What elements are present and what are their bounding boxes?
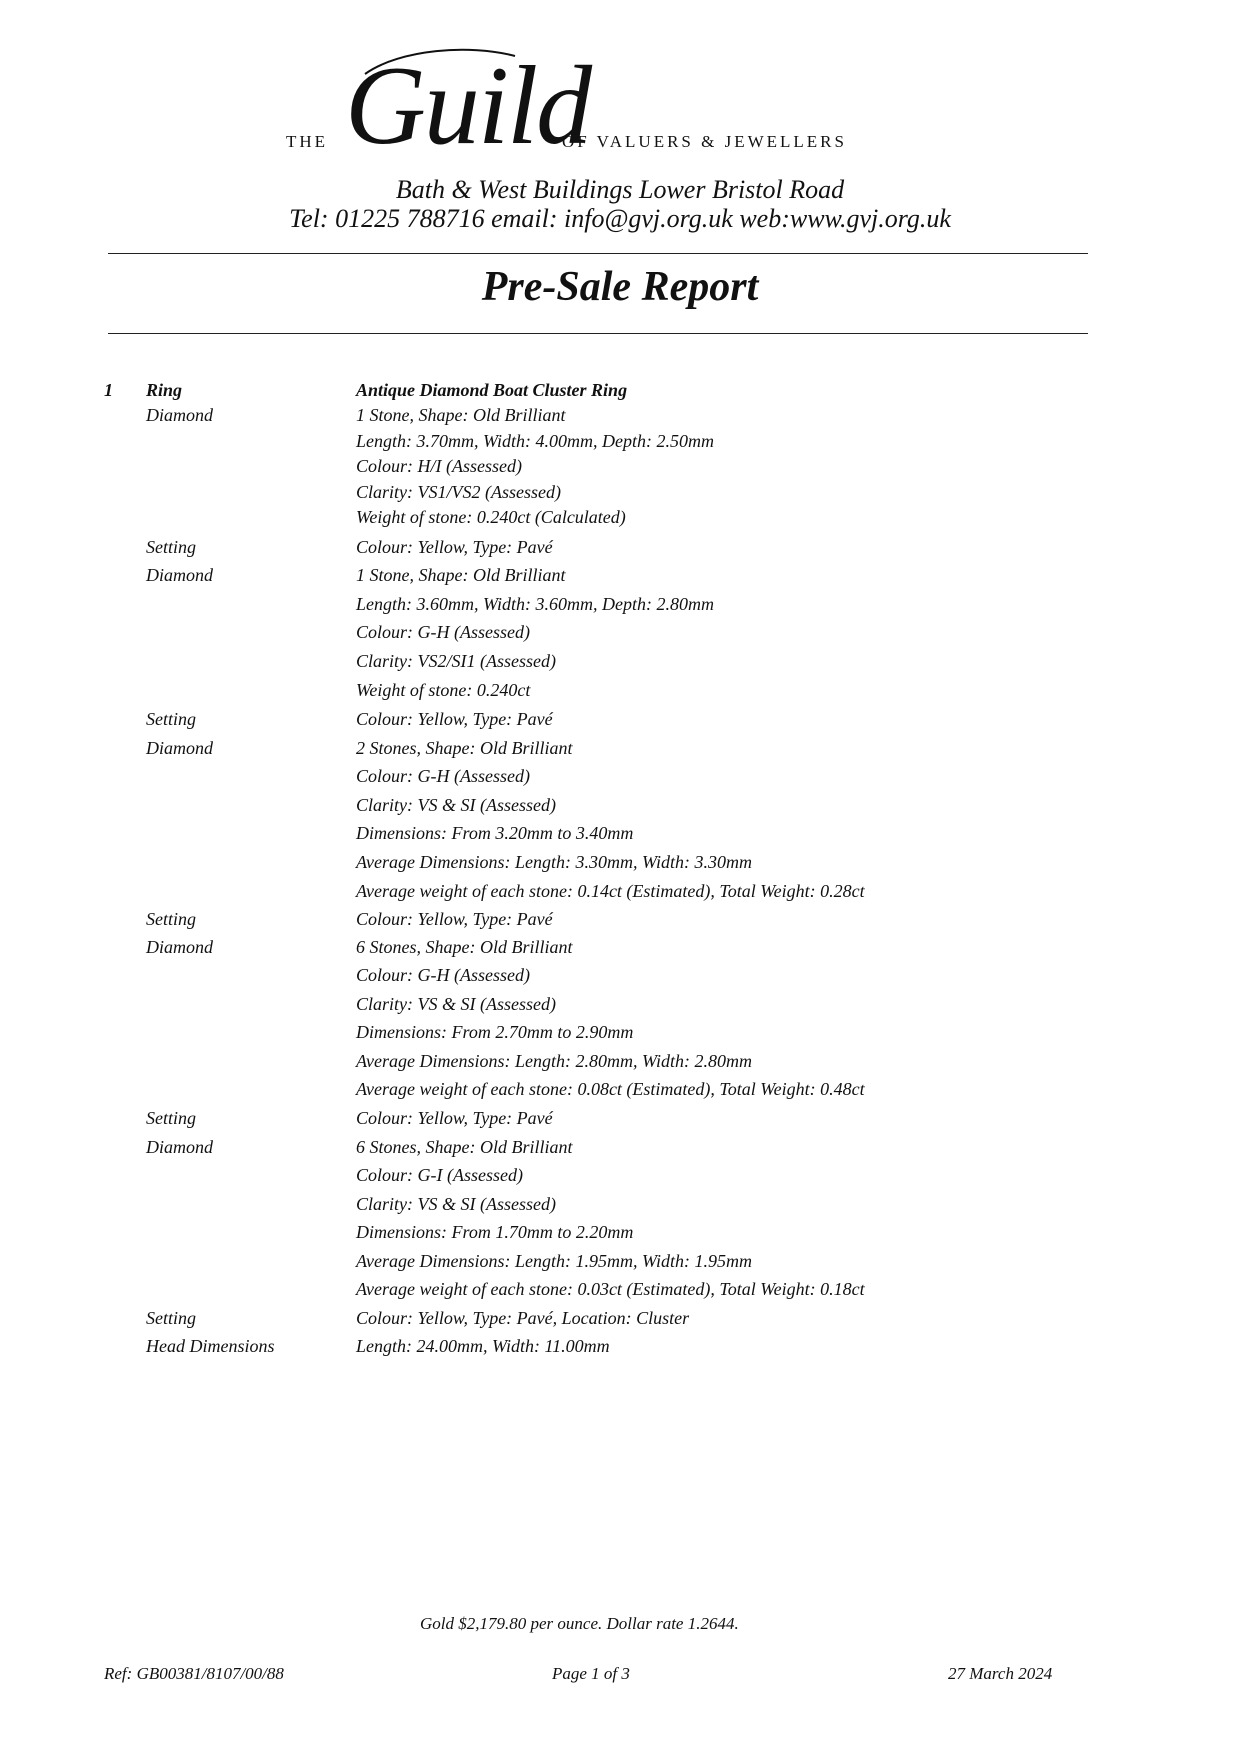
detail-value: Colour: Yellow, Type: Pavé bbox=[356, 909, 553, 929]
detail-value: Weight of stone: 0.240ct bbox=[356, 680, 531, 700]
detail-value: Colour: G-I (Assessed) bbox=[356, 1165, 523, 1185]
detail-value: Colour: Yellow, Type: Pavé bbox=[356, 537, 553, 557]
detail-label: Setting bbox=[146, 1308, 196, 1328]
divider-bottom bbox=[108, 333, 1088, 334]
detail-value: Colour: H/I (Assessed) bbox=[356, 456, 522, 476]
detail-value: Length: 24.00mm, Width: 11.00mm bbox=[356, 1336, 610, 1356]
detail-label: Setting bbox=[146, 1108, 196, 1128]
detail-value: Length: 3.60mm, Width: 3.60mm, Depth: 2.80mm bbox=[356, 594, 714, 614]
report-date: 27 March 2024 bbox=[948, 1664, 1053, 1683]
address-line: Bath & West Buildings Lower Bristol Road bbox=[395, 175, 845, 204]
detail-value: Clarity: VS & SI (Assessed) bbox=[356, 795, 556, 815]
detail-value: Dimensions: From 1.70mm to 2.20mm bbox=[356, 1222, 634, 1242]
item-category: Ring bbox=[146, 380, 183, 400]
detail-value: Average Dimensions: Length: 2.80mm, Width: 2.80mm bbox=[356, 1051, 752, 1071]
detail-value: Colour: Yellow, Type: Pavé bbox=[356, 709, 553, 729]
detail-value: Colour: Yellow, Type: Pavé bbox=[356, 1108, 553, 1128]
detail-value: Length: 3.70mm, Width: 4.00mm, Depth: 2.50mm bbox=[356, 431, 714, 451]
detail-value: Average weight of each stone: 0.03ct (Estimated), Total Weight: 0.18ct bbox=[356, 1279, 865, 1299]
detail-value: Average weight of each stone: 0.08ct (Estimated), Total Weight: 0.48ct bbox=[356, 1079, 865, 1099]
detail-value: 6 Stones, Shape: Old Brilliant bbox=[356, 1137, 573, 1157]
detail-label: Diamond bbox=[146, 405, 213, 425]
logo-guild-script: Guild bbox=[345, 44, 591, 168]
item-number: 1 bbox=[104, 380, 113, 400]
logo-the-text: THE bbox=[286, 132, 329, 151]
detail-value: 1 Stone, Shape: Old Brilliant bbox=[356, 565, 566, 585]
detail-label: Setting bbox=[146, 909, 196, 929]
page-number: Page 1 of 3 bbox=[552, 1664, 630, 1683]
detail-label: Diamond bbox=[146, 738, 213, 758]
detail-value: 1 Stone, Shape: Old Brilliant bbox=[356, 405, 566, 425]
divider-top bbox=[108, 253, 1088, 254]
detail-value: Colour: Yellow, Type: Pavé, Location: Cluster bbox=[356, 1308, 690, 1328]
detail-value: Colour: G-H (Assessed) bbox=[356, 766, 530, 786]
detail-label: Diamond bbox=[146, 1137, 213, 1157]
detail-label: Diamond bbox=[146, 565, 213, 585]
detail-value: Dimensions: From 2.70mm to 2.90mm bbox=[356, 1022, 634, 1042]
detail-value: Clarity: VS2/SI1 (Assessed) bbox=[356, 651, 556, 671]
detail-value: Colour: G-H (Assessed) bbox=[356, 622, 530, 642]
detail-value: Clarity: VS & SI (Assessed) bbox=[356, 994, 556, 1014]
detail-value: Clarity: VS1/VS2 (Assessed) bbox=[356, 482, 561, 502]
detail-value: Average Dimensions: Length: 3.30mm, Width: 3.30mm bbox=[356, 852, 752, 872]
detail-label: Setting bbox=[146, 537, 196, 557]
page-title: Pre-Sale Report bbox=[481, 264, 759, 310]
contact-line: Tel: 01225 788716 email: info@gvj.org.uk web:www.gvj.org.uk bbox=[289, 204, 951, 233]
detail-value: 6 Stones, Shape: Old Brilliant bbox=[356, 937, 573, 957]
detail-value: Average Dimensions: Length: 1.95mm, Width: 1.95mm bbox=[356, 1251, 752, 1271]
reference-number: Ref: GB00381/8107/00/88 bbox=[104, 1664, 284, 1683]
detail-value: Dimensions: From 3.20mm to 3.40mm bbox=[356, 823, 634, 843]
guild-logo bbox=[0, 40, 1240, 180]
detail-value: 2 Stones, Shape: Old Brilliant bbox=[356, 738, 573, 758]
logo-subtitle-text: OF VALUERS & JEWELLERS bbox=[562, 132, 847, 151]
logo-swash-icon bbox=[360, 44, 520, 84]
detail-value: Weight of stone: 0.240ct (Calculated) bbox=[356, 507, 626, 527]
detail-label: Head Dimensions bbox=[146, 1336, 275, 1356]
detail-label: Setting bbox=[146, 709, 196, 729]
item-description: Antique Diamond Boat Cluster Ring bbox=[356, 380, 628, 400]
detail-value: Clarity: VS & SI (Assessed) bbox=[356, 1194, 556, 1214]
detail-value: Average weight of each stone: 0.14ct (Estimated), Total Weight: 0.28ct bbox=[356, 881, 865, 901]
gold-price-note: Gold $2,179.80 per ounce. Dollar rate 1.2644. bbox=[420, 1614, 739, 1633]
detail-label: Diamond bbox=[146, 937, 213, 957]
detail-value: Colour: G-H (Assessed) bbox=[356, 965, 530, 985]
